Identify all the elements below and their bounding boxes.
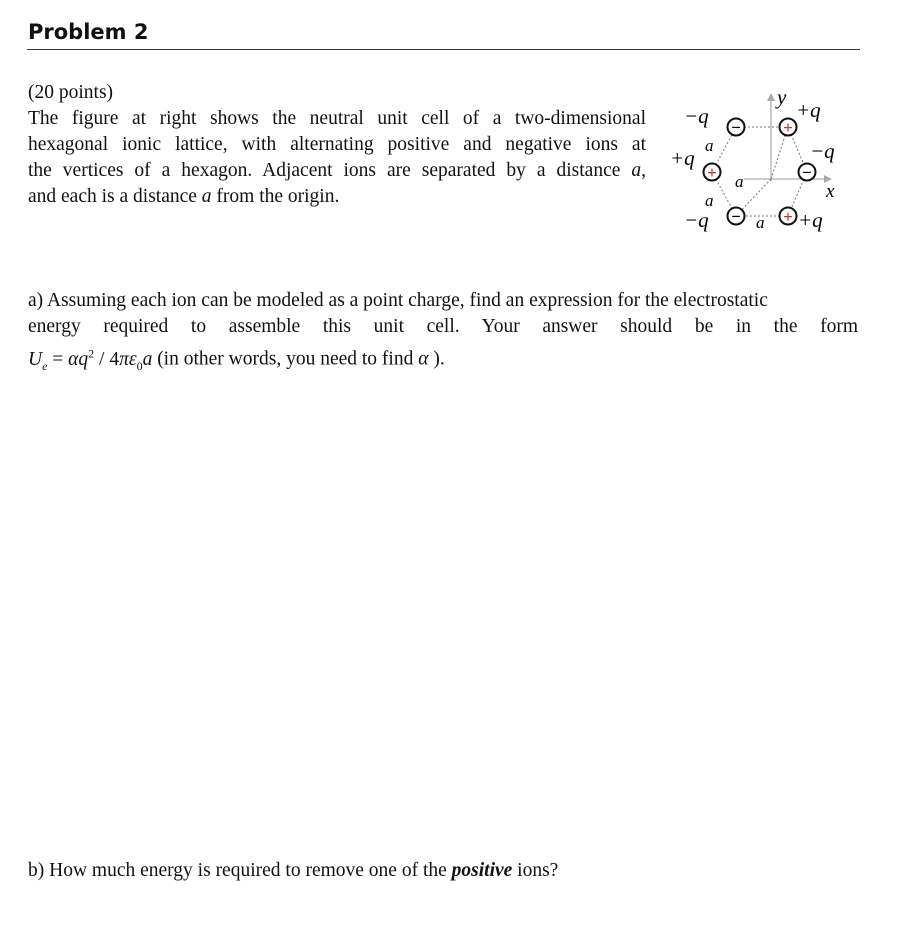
intro-paragraph [28,80,646,210]
label-pos-left: +q [670,146,695,170]
y-axis-label: y [777,85,787,109]
plus-sign: + [783,118,793,137]
intro-line-1: The figure at right shows the neutral unit cell of a two-dimensional [28,108,646,129]
label-neg-top-left: −q [684,104,709,128]
ion-negative-top-left [728,118,745,137]
ion-negative-bottom-left [728,207,745,226]
dist-label-bottom: a [756,213,765,232]
emphasis-positive: positive [451,860,513,881]
part-a-line-2: energy required to assemble this unit cell. Your answer should be in the form [28,316,859,337]
energy-formula: $U_e = \alpha q^2 / 4\pi\varepsilon_0a$ [28,346,153,373]
hexagon-edges [712,127,807,216]
minus-sign: − [731,207,741,226]
part-a-line-3: $U_e = \alpha q^2 / 4\pi\varepsilon_0a$ (in other words, you need to find α ). [28,346,445,373]
label-pos-top-right: +q [796,98,821,122]
label-neg-right: −q [810,139,835,163]
minus-sign: − [802,163,812,182]
heading-rule [27,49,860,50]
y-axis-arrow [767,93,775,101]
radial-lines [736,127,788,216]
points-line: (20 points) [28,82,114,103]
dist-label-upper-left: a [705,136,714,155]
part-a-line-1: a) Assuming each ion can be modeled as a point charge, find an expression for the electrostatic [28,290,768,311]
part-b: b) How much energy is required to remove one of the positive ions? [28,860,559,881]
dist-label-lower-left: a [705,191,714,210]
label-pos-bottom-right: +q [798,208,823,232]
intro-line-3: the vertices of a hexagon. Adjacent ions are separated by a distance a, [28,160,646,181]
ion-negative-right [799,163,816,182]
dist-label-center: a [735,172,744,191]
part-a [28,288,858,378]
alpha-symbol: α [418,348,429,370]
label-neg-bottom-left: −q [684,208,709,232]
minus-sign: − [731,118,741,137]
ion-positive-top-right [780,118,797,137]
plus-sign: + [707,163,717,182]
hexagon-lattice-figure [662,85,862,245]
ion-positive-left [704,163,721,182]
ion-positive-bottom-right [780,207,797,226]
plus-sign: + [783,207,793,226]
problem-heading: Problem 2 [28,20,149,44]
intro-line-4: and each is a distance a from the origin. [28,186,340,207]
x-axis-label: x [826,181,835,202]
intro-line-2: hexagonal ionic lattice, with alternating positive and negative ions at [28,134,646,155]
